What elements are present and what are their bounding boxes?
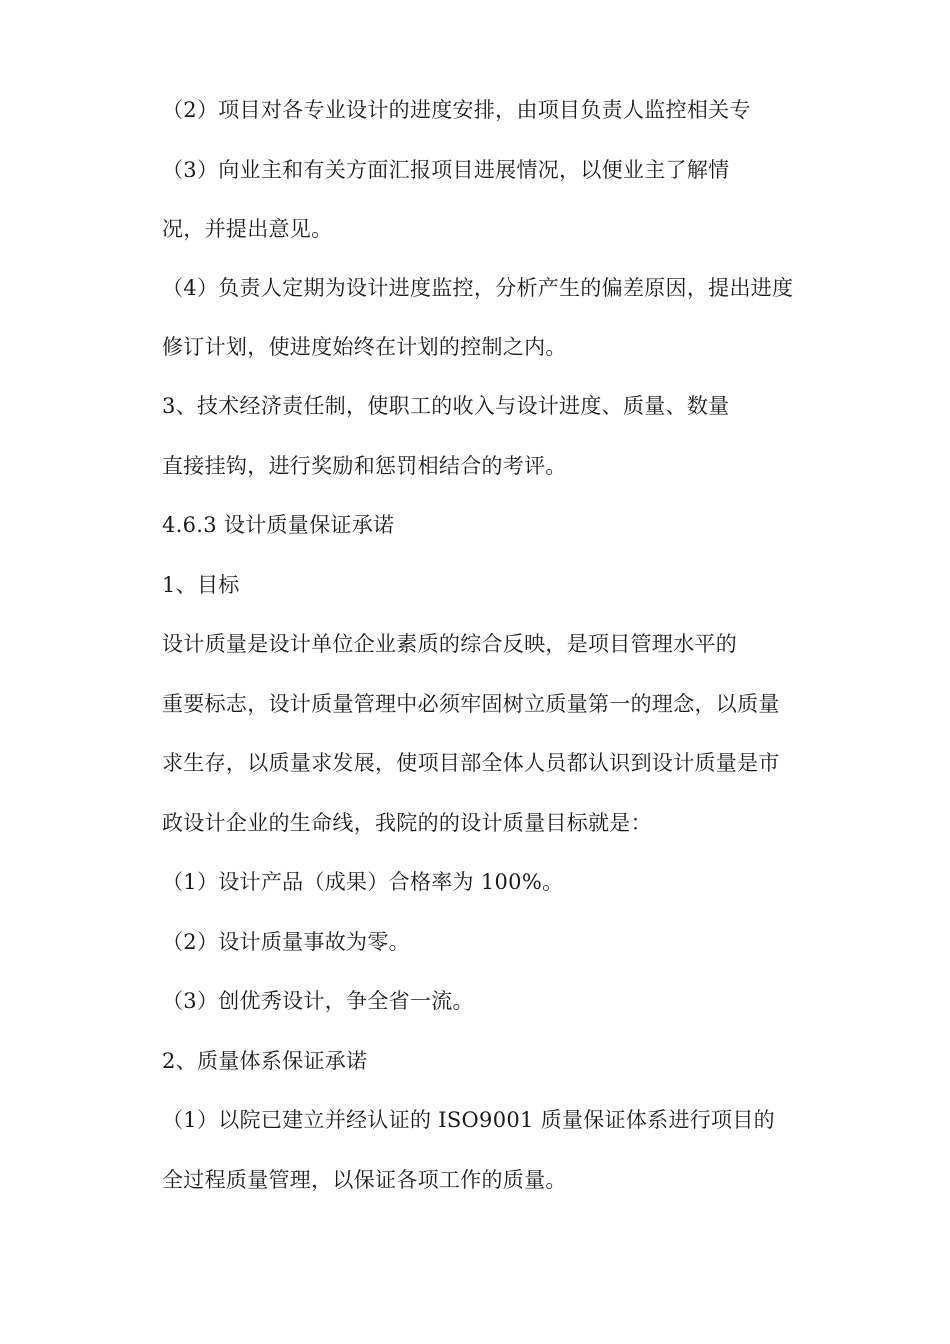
text-line-periodic-monitoring-cont: 修订计划，使进度始终在计划的控制之内。 xyxy=(162,335,567,359)
text-line-quality-intro-2: 重要标志，设计质量管理中必须牢固树立质量第一的理念，以质量 xyxy=(162,692,780,716)
list-item-zero-accidents: （2）设计质量事故为零。 xyxy=(162,930,410,954)
text-line-report-owner-cont: 况，并提出意见。 xyxy=(162,217,333,241)
section-heading-quality-commitment: 4.6.3 设计质量保证承诺 xyxy=(162,513,395,537)
list-item-pass-rate: （1）设计产品（成果）合格率为 100%。 xyxy=(162,870,564,894)
text-line-report-owner: （3）向业主和有关方面汇报项目进展情况，以便业主了解情 xyxy=(162,158,730,182)
text-line-progress-schedule: （2）项目对各专业设计的进度安排，由项目负责人监控相关专 xyxy=(162,98,751,122)
text-line-iso9001: （1）以院已建立并经认证的 ISO9001 质量保证体系进行项目的 xyxy=(162,1108,775,1132)
list-item-excellent-design: （3）创优秀设计，争全省一流。 xyxy=(162,989,474,1013)
text-line-quality-intro-4: 政设计企业的生命线，我院的的设计质量目标就是： xyxy=(162,811,652,835)
text-line-quality-intro: 设计质量是设计单位企业素质的综合反映，是项目管理水平的 xyxy=(162,632,738,656)
subheading-goals: 1、目标 xyxy=(162,573,240,597)
text-line-quality-intro-3: 求生存，以质量求发展，使项目部全体人员都认识到设计质量是市 xyxy=(162,751,780,775)
text-line-responsibility-system: 3、技术经济责任制，使职工的收入与设计进度、质量、数量 xyxy=(162,394,730,418)
subheading-quality-system: 2、质量体系保证承诺 xyxy=(162,1049,368,1073)
text-line-responsibility-cont: 直接挂钩，进行奖励和惩罚相结合的考评。 xyxy=(162,454,567,478)
text-line-iso9001-cont: 全过程质量管理，以保证各项工作的质量。 xyxy=(162,1168,567,1192)
text-line-periodic-monitoring: （4）负责人定期为设计进度监控，分析产生的偏差原因，提出进度 xyxy=(162,276,794,300)
